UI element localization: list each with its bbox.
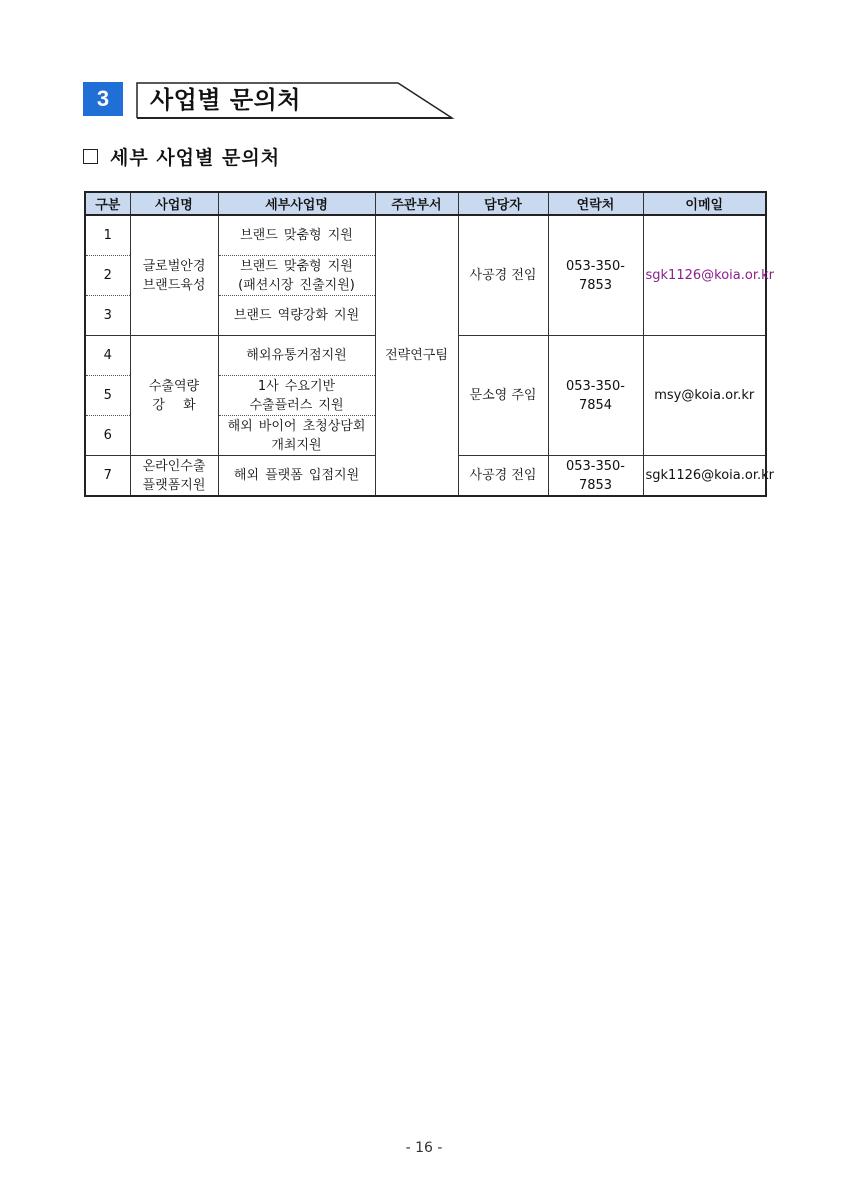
section-number-badge: 3	[83, 82, 123, 116]
program-name-line: 수출역량	[148, 378, 200, 394]
contact-person-cell: 사공경 전임	[458, 456, 548, 497]
contact-person-cell: 사공경 전임	[458, 215, 548, 336]
page-number: - 16 -	[405, 1140, 443, 1156]
subheading	[83, 143, 280, 169]
contact-person-cell: 문소영 주임	[458, 336, 548, 456]
col-header: 연락처	[548, 192, 643, 215]
email-cell[interactable]: msy@koia.or.kr	[643, 336, 766, 456]
phone-cell: 053-350-7853	[548, 215, 643, 336]
contacts-table	[84, 191, 774, 497]
sub-program-line: 수출플러스 지원	[249, 397, 344, 413]
phone-cell: 053-350-7854	[548, 336, 643, 456]
email-cell[interactable]: sgk1126@koia.or.kr	[643, 215, 766, 336]
sub-program-cell	[218, 256, 375, 296]
section-title-box	[136, 82, 454, 118]
table-header-row	[85, 192, 766, 215]
section-title: 사업별 문의처	[150, 86, 301, 114]
col-header: 주관부서	[375, 192, 458, 215]
row-number: 1	[85, 215, 130, 256]
sub-program-line: (패션시장 진출지원)	[238, 277, 355, 293]
email-cell[interactable]: sgk1126@koia.or.kr	[643, 456, 766, 497]
row-number: 4	[85, 336, 130, 376]
sub-program-cell: 브랜드 맞춤형 지원	[218, 215, 375, 256]
col-header: 구분	[85, 192, 130, 215]
program-name-line: 강 화	[152, 397, 196, 413]
row-number: 6	[85, 416, 130, 456]
program-name-cell	[130, 456, 218, 497]
sub-program-cell: 브랜드 역량강화 지원	[218, 296, 375, 336]
row-number: 2	[85, 256, 130, 296]
sub-program-line: 브랜드 맞춤형 지원	[240, 258, 353, 274]
program-name-cell	[130, 336, 218, 456]
program-name-line: 플랫폼지원	[142, 477, 206, 493]
checkbox-icon	[83, 149, 98, 164]
table-row	[85, 215, 766, 256]
sub-program-cell	[218, 376, 375, 416]
subheading-text: 세부 사업별 문의처	[110, 146, 281, 169]
program-name-line: 온라인수출	[142, 458, 206, 474]
row-number: 5	[85, 376, 130, 416]
department-cell: 전략연구팀	[375, 215, 458, 496]
sub-program-cell: 해외 플랫폼 입점지원	[218, 456, 375, 497]
sub-program-line: 해외 바이어 초청상담회	[227, 418, 366, 434]
col-header: 사업명	[130, 192, 218, 215]
sub-program-line: 1사 수요기반	[257, 378, 336, 394]
program-name-line: 브랜드육성	[142, 277, 206, 293]
sub-program-line: 개최지원	[271, 437, 322, 453]
sub-program-cell: 해외유통거점지원	[218, 336, 375, 376]
program-name-cell	[130, 215, 218, 336]
row-number: 7	[85, 456, 130, 497]
phone-cell: 053-350-7853	[548, 456, 643, 497]
col-header: 담당자	[458, 192, 548, 215]
program-name-line: 글로벌안경	[142, 258, 206, 274]
row-number: 3	[85, 296, 130, 336]
col-header: 이메일	[643, 192, 766, 215]
col-header: 세부사업명	[218, 192, 375, 215]
sub-program-cell	[218, 416, 375, 456]
